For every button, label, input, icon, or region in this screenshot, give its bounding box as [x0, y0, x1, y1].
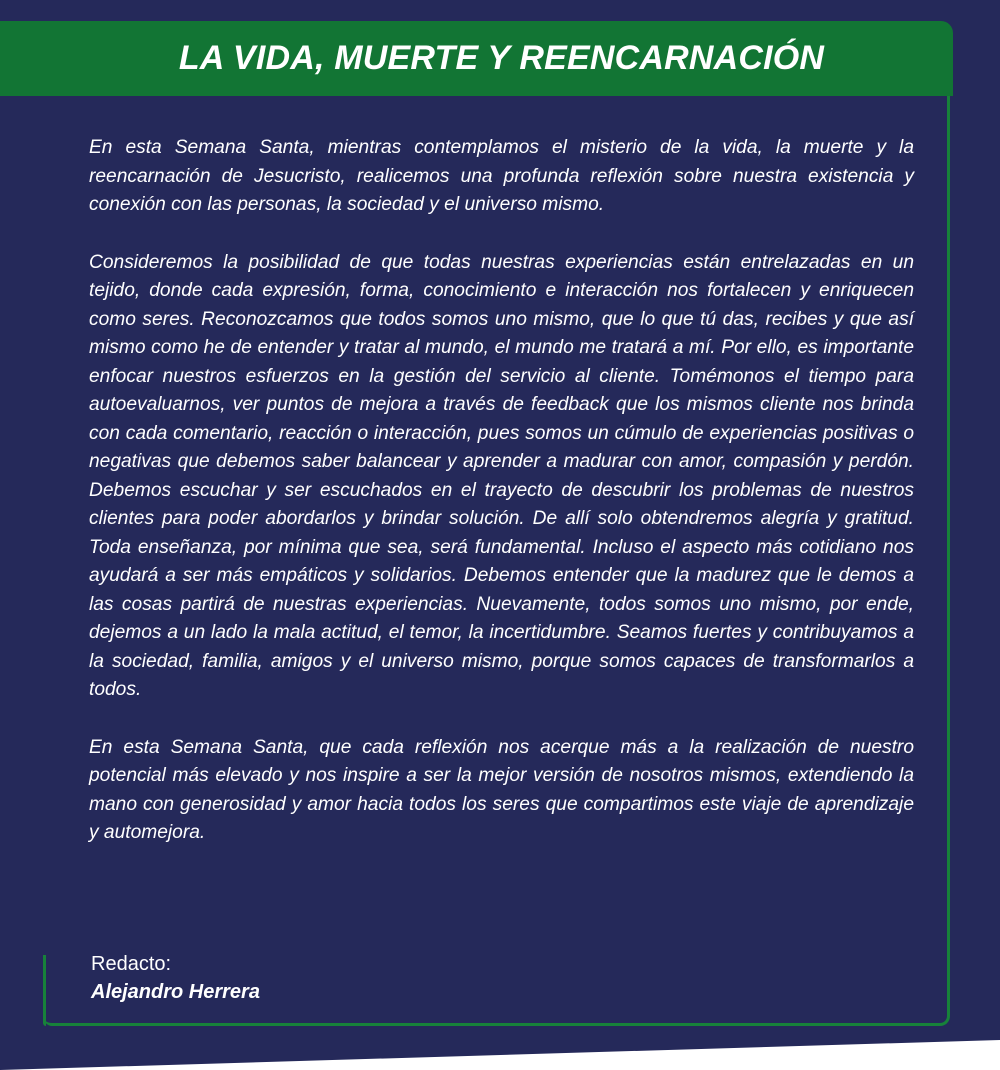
page-title: LA VIDA, MUERTE Y REENCARNACIÓN	[178, 39, 825, 77]
frame-border-left-stub	[43, 955, 46, 1026]
title-bar	[0, 21, 953, 96]
bottom-decoration	[0, 1040, 1000, 1070]
paragraph-main: Consideremos la posibilidad de que todas nuestras experiencias están entrelazadas en un tejido, donde cada expresión, forma, conocimiento e interacción nos fortalecen y enriquecen como seres. Reconozcamos que todos somos uno mismo, que lo que tú das, recibes y que así mismo como he de entender y tratar al mundo, el mundo me tratará a mí. Por ello, es importante enfocar nuestros esfuerzos en la gestión del servicio al cliente. Tomémonos el tiempo para autoevaluarnos, ver puntos de mejora a través de feedback que los mismos cliente nos brinda con cada comentario, reacción o interacción, pues somos un cúmulo de experiencias positivas o negativas que debemos saber balancear y aprender a madurar con amor, compasión y perdón. Debemos escuchar y ser escuchados en el trayecto de descubrir los problemas de nuestros clientes para poder abordarlos y brindar solución. De allí solo obtendremos alegría y gratitud. Toda enseñanza, por mínima que sea, será fundamental. Incluso el aspecto más cotidiano nos ayudará a ser más empáticos y solidarios. Debemos entender que la madurez que le demos a las cosas partirá de nuestras experiencias. Nuevamente, todos somos uno mismo, por ende, dejemos a un lado la mala actitud, el temor, la incertidumbre. Seamos fuertes y contribuyamos a la sociedad, familia, amigos y el universo mismo, porque somos capaces de transformarlos a todos.	[89, 251, 914, 700]
paragraph-intro: En esta Semana Santa, mientras contemplamos el misterio de la vida, la muerte y la reencarnación de Jesucristo, realicemos una profunda reflexión sobre nuestra existencia y conexión con las personas, la sociedad y el universo mismo.	[89, 137, 914, 215]
signature-block	[91, 950, 260, 1006]
author-name: Alejandro Herrera	[91, 981, 260, 1003]
signature-label: Redacto:	[91, 953, 172, 975]
paragraph-closing: En esta Semana Santa, que cada reflexión nos acerque más a la realización de nuestro potencial más elevado y nos inspire a ser la mejor versión de nosotros mismos, extendiendo la mano con generosidad y amor hacia todos los seres que compartimos este viaje de aprendizaje y automejora.	[89, 736, 914, 843]
article-body	[89, 134, 914, 848]
